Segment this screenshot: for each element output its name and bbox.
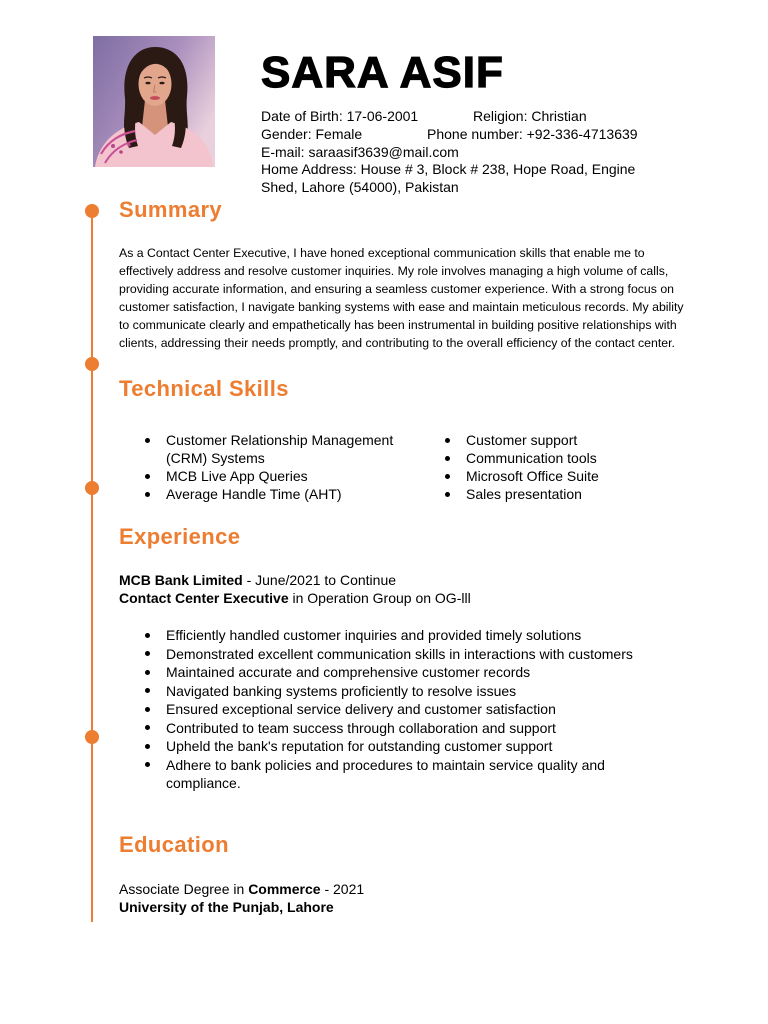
degree-year: - 2021 bbox=[324, 881, 365, 897]
skill-text: Average Handle Time (AHT) bbox=[166, 486, 342, 502]
technical-skills-heading: Technical Skills bbox=[119, 376, 289, 401]
responsibility-text: Efficiently handled customer inquiries and provided timely solutions bbox=[166, 627, 582, 643]
timeline-dot-skills bbox=[85, 357, 99, 371]
email-label: E-mail: bbox=[261, 143, 305, 160]
skill-text: Customer Relationship Management (CRM) Systems bbox=[166, 432, 394, 466]
skill-text: Communication tools bbox=[466, 450, 597, 466]
phone-label: Phone number: bbox=[427, 125, 523, 142]
skill-text: Customer support bbox=[466, 432, 578, 448]
institution-name: University of the Punjab, Lahore bbox=[119, 898, 334, 915]
timeline-dot-responsibilities bbox=[85, 730, 99, 744]
responsibility-text: Demonstrated excellent communication skills in interactions with customers bbox=[166, 645, 633, 662]
address-field bbox=[261, 161, 653, 197]
dob-field bbox=[261, 108, 418, 124]
bullet-icon bbox=[145, 725, 150, 730]
details-row-2 bbox=[261, 126, 661, 144]
details-row-1 bbox=[261, 108, 661, 126]
email-value: saraasif3639@mail.com bbox=[308, 143, 459, 160]
summary-line: effectively address and resolve customer inquiries. My role involves managing a high volume of calls, bbox=[119, 264, 669, 278]
skill-text: Microsoft Office Suite bbox=[466, 468, 599, 484]
job-details: in Operation Group on OG-lll bbox=[292, 590, 471, 606]
skills-list-column-1 bbox=[140, 431, 411, 503]
summary-line: providing accurate information, and ensuring a seamless customer experience. With a strong focus on bbox=[119, 282, 675, 296]
list-item bbox=[440, 467, 690, 485]
bullet-icon bbox=[145, 688, 150, 693]
bullet-icon bbox=[145, 474, 150, 479]
summary-line: to communicate clearly and empathetically has been instrumental in building positive relationships with bbox=[119, 318, 677, 332]
responsibility-text: Contributed to team success through collaboration and support bbox=[166, 719, 556, 736]
responsibility-text: Upheld the bank's reputation for outstanding customer support bbox=[166, 738, 553, 754]
responsibility-text: Adhere to bank policies and procedures to maintain service quality and compliance. bbox=[166, 756, 605, 791]
job-title-line bbox=[119, 589, 471, 607]
timeline-dot-experience bbox=[85, 481, 99, 495]
degree-line bbox=[119, 881, 364, 899]
details-row-3 bbox=[261, 144, 661, 162]
list-item bbox=[140, 645, 646, 664]
list-item bbox=[140, 737, 646, 756]
responsibility-text: Maintained accurate and comprehensive customer records bbox=[166, 664, 531, 680]
education-heading: Education bbox=[119, 832, 229, 857]
bullet-icon bbox=[145, 492, 150, 497]
employer-line bbox=[119, 571, 471, 589]
job-title: Contact Center Executive bbox=[119, 590, 289, 606]
employment-info bbox=[119, 571, 471, 607]
candidate-name: SARA ASIF bbox=[261, 48, 504, 97]
portrait-image bbox=[93, 36, 215, 167]
skills-list-column-2 bbox=[440, 431, 690, 503]
responsibility-text: Ensured exceptional service delivery and customer satisfaction bbox=[166, 701, 556, 717]
gender-value: Female bbox=[315, 125, 363, 142]
bullet-icon bbox=[145, 670, 150, 675]
responsibility-text: Navigated banking systems proficiently to resolve issues bbox=[166, 682, 517, 699]
education-info bbox=[119, 881, 364, 916]
bullet-icon bbox=[145, 633, 150, 638]
phone-field bbox=[427, 126, 638, 144]
skill-text: MCB Live App Queries bbox=[166, 468, 308, 484]
bullet-icon bbox=[445, 456, 450, 461]
degree-field: Commerce bbox=[248, 881, 321, 897]
list-item bbox=[140, 431, 411, 467]
responsibilities-list bbox=[140, 626, 646, 793]
list-item bbox=[140, 663, 646, 682]
list-item bbox=[140, 485, 411, 503]
experience-heading: Experience bbox=[119, 524, 241, 549]
bullet-icon bbox=[145, 438, 150, 443]
dob-label: Date of Birth: bbox=[261, 108, 343, 124]
gender-label: Gender: bbox=[261, 125, 312, 142]
dob-value: 17-06-2001 bbox=[346, 108, 419, 124]
religion-label: Religion: bbox=[473, 108, 528, 124]
employment-tenure: - June/2021 to Continue bbox=[246, 572, 397, 588]
list-item bbox=[440, 449, 690, 467]
profile-photo bbox=[93, 36, 215, 167]
address-label: Home Address: bbox=[261, 161, 357, 178]
timeline-line bbox=[91, 211, 93, 922]
list-item bbox=[140, 682, 646, 701]
address-value: House # 3, Block # 238, Hope Road, Engine Shed, Lahore (54000), Pakistan bbox=[261, 161, 636, 196]
bullet-icon bbox=[145, 651, 150, 656]
list-item bbox=[140, 467, 411, 485]
skill-text: Sales presentation bbox=[466, 486, 582, 502]
bullet-icon bbox=[145, 762, 150, 767]
list-item bbox=[140, 626, 646, 645]
list-item bbox=[140, 700, 646, 719]
list-item bbox=[140, 756, 646, 793]
gender-field bbox=[261, 126, 362, 142]
bullet-icon bbox=[445, 492, 450, 497]
list-item bbox=[440, 485, 690, 503]
list-item bbox=[440, 431, 690, 449]
religion-value: Christian bbox=[531, 108, 587, 124]
summary-line: As a Contact Center Executive, I have honed exceptional communication skills that enable me to bbox=[119, 246, 645, 260]
summary-heading: Summary bbox=[119, 197, 223, 222]
summary-line: customer satisfaction, I navigate banking systems with ease and maintain meticulous records. My ability bbox=[119, 300, 684, 314]
employer-name: MCB Bank Limited bbox=[119, 572, 243, 588]
bullet-icon bbox=[445, 474, 450, 479]
email-field bbox=[261, 144, 459, 160]
summary-line: clients, addressing their needs promptly, and contributing to the overall efficiency of the contact center. bbox=[119, 336, 675, 350]
personal-details bbox=[261, 108, 661, 197]
list-item bbox=[140, 719, 646, 738]
bullet-icon bbox=[145, 744, 150, 749]
timeline-dot-summary bbox=[85, 204, 99, 218]
degree-name: Associate Degree in bbox=[119, 881, 245, 897]
bullet-icon bbox=[445, 438, 450, 443]
summary-paragraph bbox=[119, 244, 719, 352]
phone-value: +92-336-4713639 bbox=[526, 125, 638, 142]
bullet-icon bbox=[145, 707, 150, 712]
religion-field bbox=[473, 108, 587, 126]
